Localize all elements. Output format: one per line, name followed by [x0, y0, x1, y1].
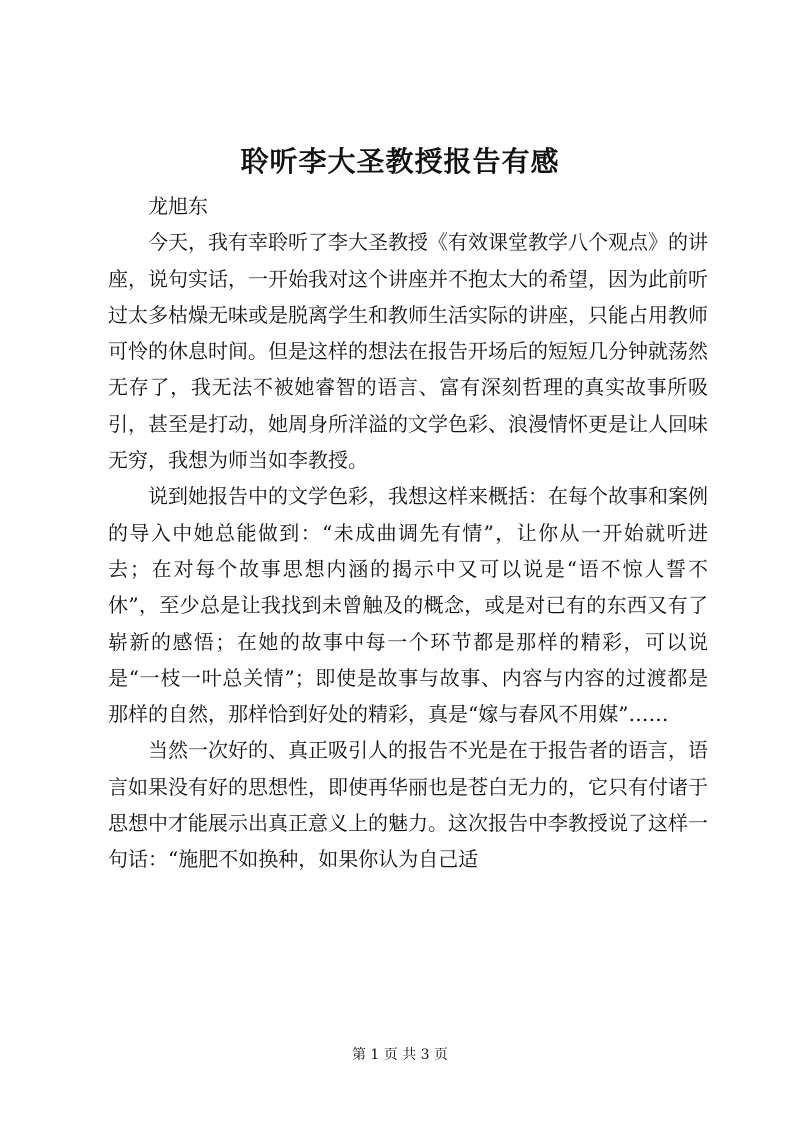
paragraph-2: 说到她报告中的文学色彩，我想这样来概括：在每个故事和案例的导入中她总能做到：“未成曲调先有情”，让你从一开始就听进去；在对每个故事思想内涵的揭示中又可以说是“语不惊人誓不休”，至少总是让我找到未曾触及的概念，或是对已有的东西又有了崭新的感悟；在她的故事中每一个环节都是那样的精彩，可以说是“一枝一叶总关情”；即使是故事与故事、内容与内容的过渡都是那样的自然，那样恰到好处的精彩，真是“嫁与春风不用媒”…… [108, 484, 708, 727]
document-title: 聆听李大圣教授报告有感 [240, 145, 560, 178]
author-name: 龙旭东 [148, 194, 208, 218]
page-footer: 第 1 页 共 3 页 [351, 1047, 449, 1063]
paragraph-3: 当然一次好的、真正吸引人的报告不光是在于报告者的语言，语言如果没有好的思想性，即使再华丽也是苍白无力的，它只有付诸于思想中才能展示出真正意义上的魅力。这次报告中李教授说了这样一句话：“施肥不如换种，如果你认为自己适 [108, 738, 708, 872]
paragraph-1: 今天，我有幸聆听了李大圣教授《有效课堂教学八个观点》的讲座，说句实话，一开始我对这个讲座并不抱太大的希望，因为此前听过太多枯燥无味或是脱离学生和教师生活实际的讲座，只能占用教师可怜的休息时间。但是这样的想法在报告开场后的短短几分钟就荡然无存了，我无法不被她睿智的语言、富有深刻哲理的真实故事所吸引，甚至是打动，她周身所洋溢的文学色彩、浪漫情怀更是让人回味无穷，我想为师当如李教授。 [108, 230, 708, 473]
document-body [108, 188, 708, 878]
